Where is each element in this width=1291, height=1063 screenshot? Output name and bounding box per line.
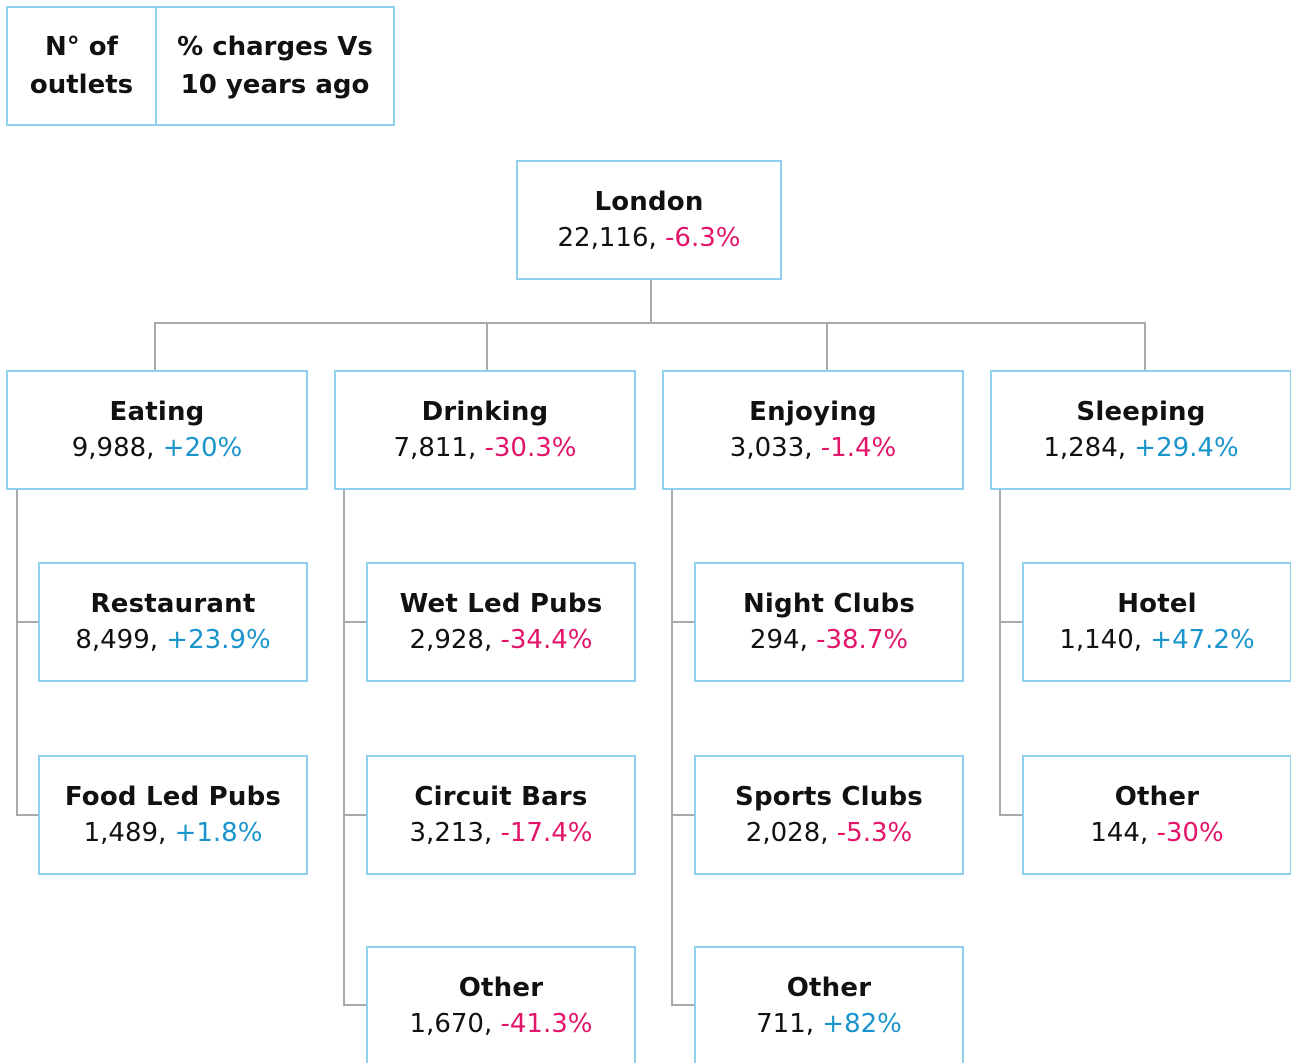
node-stats: 7,811, -30.3% — [393, 433, 577, 463]
node-count: 711 — [756, 1009, 806, 1039]
node-count: 2,928 — [409, 625, 484, 655]
node-count: 1,670 — [409, 1009, 484, 1039]
node-food-led-pubs — [38, 755, 308, 875]
node-wet-led-pubs — [366, 562, 636, 682]
node-night-clubs — [694, 562, 964, 682]
connector-drinking-branch — [343, 814, 368, 816]
connector-enjoying-spine — [671, 488, 673, 1006]
node-count: 144 — [1090, 818, 1140, 848]
node-count: 1,140 — [1059, 625, 1134, 655]
node-hotel — [1022, 562, 1291, 682]
node-stats: 3,033, -1.4% — [729, 433, 897, 463]
connector-category-bus — [154, 322, 1146, 324]
node-count: 3,213 — [409, 818, 484, 848]
node-title: Sleeping — [1076, 397, 1206, 427]
node-title: Hotel — [1117, 589, 1197, 619]
connector-drinking-branch — [343, 621, 368, 623]
node-title: Night Clubs — [742, 589, 916, 619]
node-title: Drinking — [421, 397, 549, 427]
node-change: -34.4% — [500, 625, 593, 655]
node-sleeping — [990, 370, 1291, 490]
connector-eating-branch — [16, 814, 40, 816]
node-change: +20% — [162, 433, 243, 463]
node-title: Sports Clubs — [735, 782, 923, 812]
node-change: -17.4% — [500, 818, 593, 848]
node-stats: 1,140, +47.2% — [1059, 625, 1255, 655]
node-title: London — [594, 187, 704, 217]
connector-enjoying-branch — [671, 814, 696, 816]
legend-count-label-line2: outlets — [29, 70, 134, 100]
node-change: +1.8% — [174, 818, 263, 848]
node-count: 1,284 — [1043, 433, 1118, 463]
node-title: Other — [1114, 782, 1200, 812]
node-count: 8,499 — [75, 625, 150, 655]
node-drinking-other — [366, 946, 636, 1063]
node-change: -1.4% — [820, 433, 897, 463]
node-stats: 3,213, -17.4% — [409, 818, 593, 848]
node-change: +82% — [822, 1009, 902, 1039]
node-title: Restaurant — [90, 589, 256, 619]
connector-sleeping-branch — [999, 621, 1024, 623]
node-change: -41.3% — [500, 1009, 593, 1039]
node-stats: 1,670, -41.3% — [409, 1009, 593, 1039]
node-count: 3,033 — [729, 433, 805, 463]
node-enjoying — [662, 370, 964, 490]
node-count: 2,028 — [745, 818, 821, 848]
legend-count-label-line1: N° of — [44, 32, 118, 62]
node-change: -6.3% — [665, 223, 741, 253]
node-count: 22,116 — [557, 223, 649, 253]
connector-sleeping-spine — [999, 488, 1001, 816]
node-change: -38.7% — [816, 625, 909, 655]
node-stats: 144, -30% — [1090, 818, 1224, 848]
connector-enjoying-branch — [671, 621, 696, 623]
legend-change-label — [155, 6, 395, 126]
node-circuit-bars — [366, 755, 636, 875]
node-title: Circuit Bars — [414, 782, 588, 812]
node-stats: 2,028, -5.3% — [745, 818, 913, 848]
node-stats: 9,988, +20% — [71, 433, 243, 463]
connector-eating-branch — [16, 621, 40, 623]
node-title: Food Led Pubs — [64, 782, 282, 812]
node-title: Wet Led Pubs — [399, 589, 603, 619]
connector-enjoying-drop — [826, 322, 828, 372]
node-change: -30% — [1156, 818, 1224, 848]
node-title: Eating — [109, 397, 205, 427]
node-title: Other — [786, 973, 872, 1003]
node-stats: 2,928, -34.4% — [409, 625, 593, 655]
node-count: 9,988 — [71, 433, 147, 463]
node-drinking — [334, 370, 636, 490]
node-stats: 1,489, +1.8% — [83, 818, 263, 848]
node-title: Other — [458, 973, 544, 1003]
legend-count-label — [6, 6, 157, 126]
node-stats: 711, +82% — [756, 1009, 902, 1039]
connector-sleeping-branch — [999, 814, 1024, 816]
node-change: +29.4% — [1134, 433, 1239, 463]
node-change: +47.2% — [1150, 625, 1255, 655]
node-eating — [6, 370, 308, 490]
node-count: 7,811 — [393, 433, 468, 463]
connector-drinking-branch — [343, 1004, 368, 1006]
node-count: 1,489 — [83, 818, 159, 848]
node-stats: 1,284, +29.4% — [1043, 433, 1239, 463]
node-change: -30.3% — [484, 433, 577, 463]
connector-eating-drop — [154, 322, 156, 372]
node-restaurant — [38, 562, 308, 682]
node-change: -5.3% — [836, 818, 913, 848]
node-stats: 294, -38.7% — [749, 625, 909, 655]
legend-change-label-line2: 10 years ago — [180, 70, 370, 100]
node-title: Enjoying — [749, 397, 877, 427]
connector-sleeping-drop — [1144, 322, 1146, 372]
connector-eating-spine — [16, 488, 18, 816]
node-london — [516, 160, 782, 280]
connector-drinking-drop — [486, 322, 488, 372]
node-enjoying-other — [694, 946, 964, 1063]
legend-change-label-line1: % charges Vs — [177, 32, 373, 62]
connector-drinking-spine — [343, 488, 345, 1006]
connector-enjoying-branch — [671, 1004, 696, 1006]
node-change: +23.9% — [166, 625, 271, 655]
node-sleeping-other — [1022, 755, 1291, 875]
node-sports-clubs — [694, 755, 964, 875]
node-count: 294 — [749, 625, 800, 655]
node-stats: 22,116, -6.3% — [557, 223, 741, 253]
connector-root-down — [650, 278, 652, 324]
node-stats: 8,499, +23.9% — [75, 625, 271, 655]
